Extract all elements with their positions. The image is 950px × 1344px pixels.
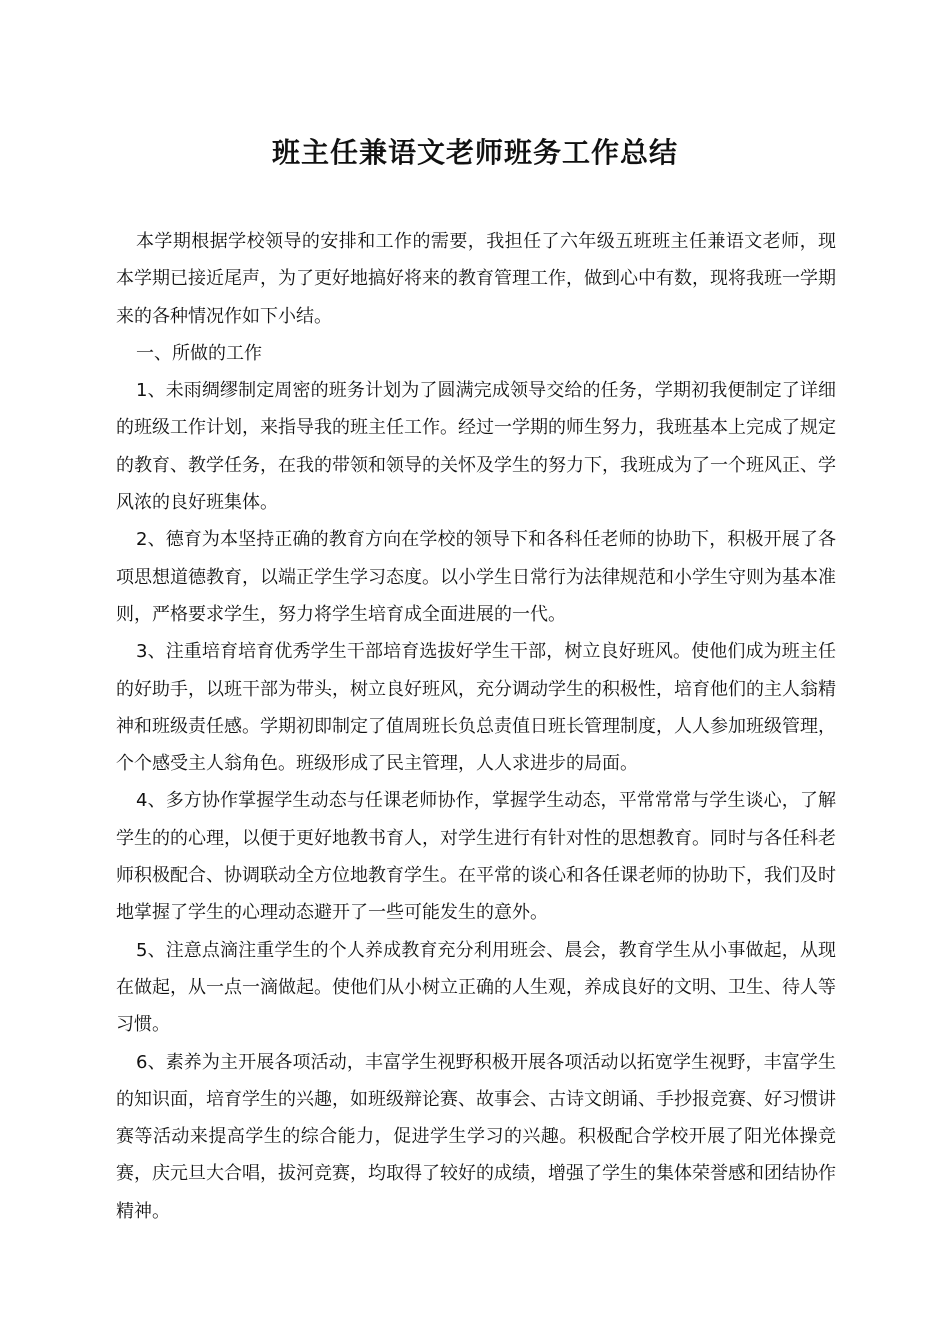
item-paragraph-4: 4、多方协作掌握学生动态与任课老师协作，掌握学生动态，平常常常与学生谈心，了解学生的的心理，以便于更好地教书育人，对学生进行有针对性的思想教育。同时与各任科老师积极配合、协调联动全方位地教育学生。在平常的谈心和各任课老师的协助下，我们及时地掌握了学生的心理动态避开了一些可能发生的意外。 [116,790,836,924]
document-title: 班主任兼语文老师班务工作总结 [271,136,678,169]
item-paragraph-3: 3、注重培育培育优秀学生干部培育选拔好学生干部，树立良好班风。使他们成为班主任的好助手，以班干部为带头，树立良好班风，充分调动学生的积极性，培育他们的主人翁精神和班级责任感。学期初即制定了值周班长负总责值日班长管理制度，人人参加班级管理，个个感受主人翁角色。班级形成了民主管理，人人求进步的局面。 [116,641,836,775]
section-heading: 一、所做的工作 [136,342,262,364]
item-paragraph-6: 6、素养为主开展各项活动，丰富学生视野积极开展各项活动以拓宽学生视野，丰富学生的知识面，培育学生的兴趣，如班级辩论赛、故事会、古诗文朗诵、手抄报竞赛、好习惯讲赛等活动来提高学生的综合能力，促进学生学习的兴趣。积极配合学校开展了阳光体操竞赛，庆元旦大合唱，拔河竞赛，均取得了较好的成绩，增强了学生的集体荣誉感和团结协作精神。 [116,1051,836,1222]
item-paragraph-2: 2、德育为本坚持正确的教育方向在学校的领导下和各科任老师的协助下，积极开展了各项思想道德教育，以端正学生学习态度。以小学生日常行为法律规范和小学生守则为基本准则，严格要求学生，努力将学生培育成全面进展的一代。 [116,529,836,625]
item-paragraph-5: 5、注意点滴注重学生的个人养成教育充分利用班会、晨会，教育学生从小事做起，从现在做起，从一点一滴做起。使他们从小树立正确的人生观，养成良好的文明、卫生、待人等习惯。 [116,939,836,1036]
document-body [116,223,836,1230]
intro-paragraph: 本学期根据学校领导的安排和工作的需要，我担任了六年级五班班主任兼语文老师，现本学期已接近尾声，为了更好地搞好将来的教育管理工作，做到心中有数，现将我班一学期来的各种情况作如下小结。 [116,231,836,327]
item-paragraph-1: 1、未雨绸缪制定周密的班务计划为了圆满完成领导交给的任务，学期初我便制定了详细的班级工作计划，来指导我的班主任工作。经过一学期的师生努力，我班基本上完成了规定的教育、教学任务，在我的带领和领导的关怀及学生的努力下，我班成为了一个班风正、学风浓的良好班集体。 [116,380,836,514]
